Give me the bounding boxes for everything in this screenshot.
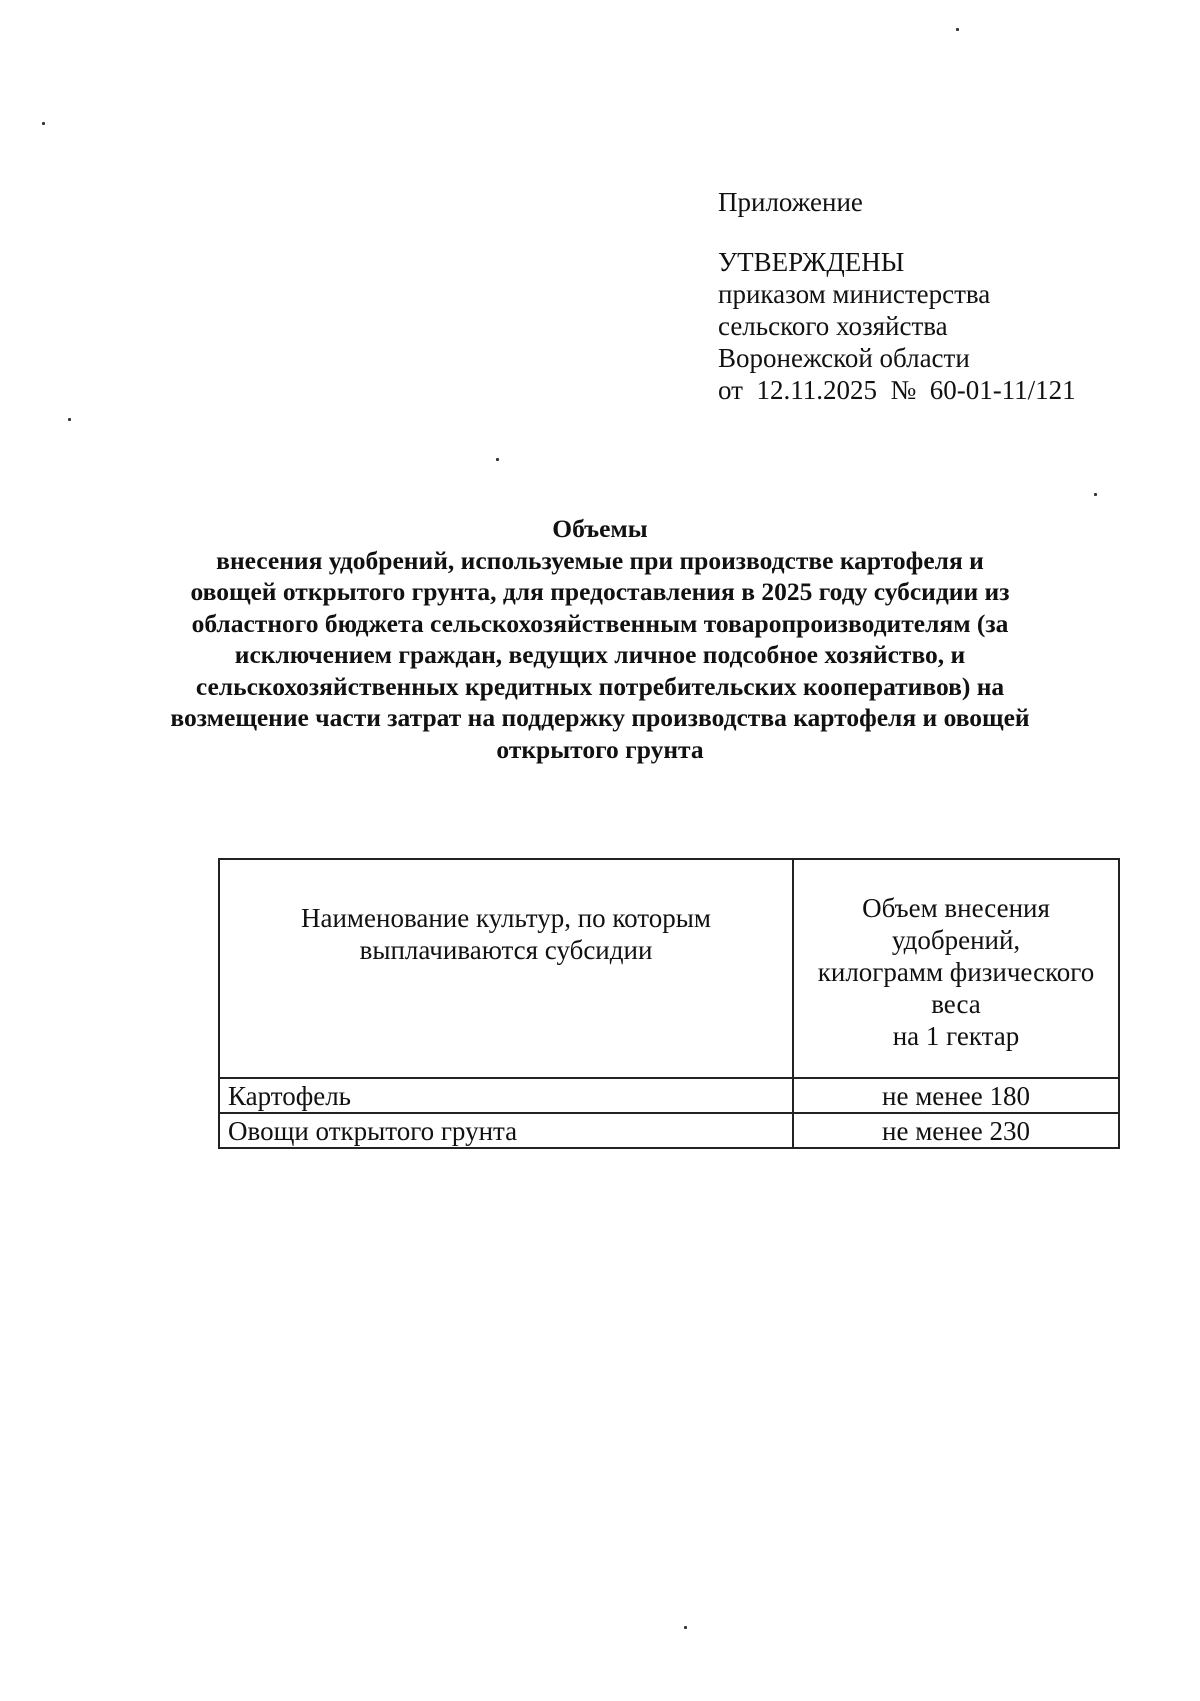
scan-speck bbox=[68, 418, 71, 421]
scan-speck bbox=[496, 458, 499, 461]
title-line: возмещение части затрат на поддержку производства картофеля и овощей bbox=[170, 703, 1030, 732]
column-header-fertilizer-volume: Объем внесения удобрений, килограмм физического веса на 1 гектар bbox=[793, 859, 1119, 1078]
order-date-number: от 12.11.2025 № 60-01-11/121 bbox=[718, 375, 1076, 405]
scan-speck bbox=[956, 28, 959, 31]
volume-cell: не менее 180 bbox=[793, 1078, 1119, 1113]
crop-name-cell: Картофель bbox=[219, 1078, 793, 1113]
fertilizer-volumes-table bbox=[218, 858, 1120, 1149]
approved-label: УТВЕРЖДЕНЫ bbox=[718, 247, 905, 277]
approval-line: Воронежской области bbox=[718, 343, 970, 373]
title-heading: Объемы bbox=[552, 514, 648, 543]
approval-line: приказом министерства bbox=[718, 279, 991, 309]
table-row bbox=[219, 1078, 1119, 1113]
table-row bbox=[219, 1113, 1119, 1148]
volume-cell: не менее 230 bbox=[793, 1113, 1119, 1148]
approval-line: сельского хозяйства bbox=[718, 311, 948, 341]
title-line: открытого грунта bbox=[496, 734, 704, 764]
title-line: исключением граждан, ведущих личное подсобное хозяйство, и bbox=[234, 640, 966, 669]
column-header-crop-name: Наименование культур, по которым выплачиваются субсидии bbox=[219, 859, 793, 1078]
document-title bbox=[150, 513, 1050, 765]
appendix-label: Приложение bbox=[718, 187, 863, 217]
crop-name-cell: Овощи открытого грунта bbox=[219, 1113, 793, 1148]
title-line: сельскохозяйственных кредитных потребительских кооперативов) на bbox=[195, 671, 1005, 701]
scan-speck bbox=[684, 1626, 687, 1629]
title-line: внесения удобрений, используемые при производстве картофеля и bbox=[216, 545, 984, 575]
table-header-row bbox=[219, 859, 1119, 1078]
title-line: областного бюджета сельскохозяйственным товаропроизводителям (за bbox=[191, 608, 1009, 638]
title-line: овощей открытого грунта, для предоставления в 2025 году субсидии из bbox=[190, 577, 1010, 606]
scan-speck bbox=[1094, 493, 1097, 496]
approval-block bbox=[718, 186, 1076, 406]
scan-speck bbox=[42, 122, 45, 125]
